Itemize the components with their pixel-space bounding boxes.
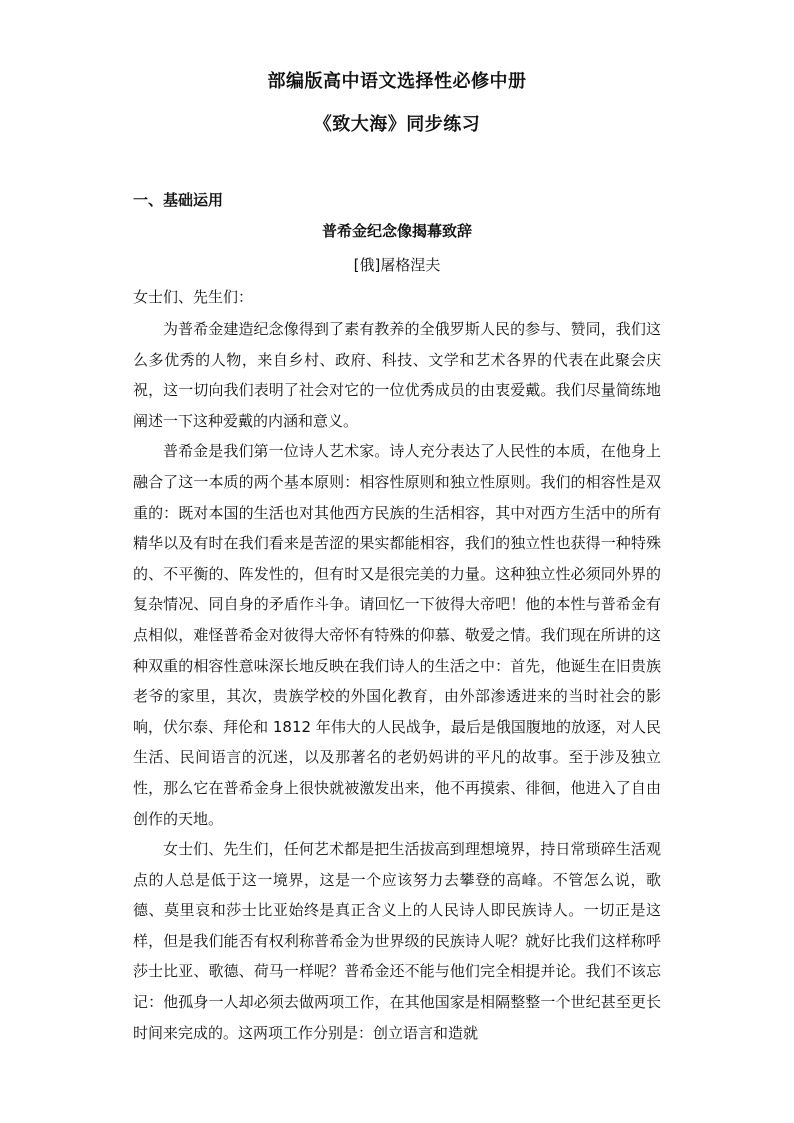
- article-title: 普希金纪念像揭幕致辞: [321, 222, 472, 240]
- paragraph-2: 普希金是我们第一位诗人艺术家。诗人充分表达了人民性的本质，在他身上融合了这一本质的两个基本原则：相容性原则和独立性原则。我们的相容性是双重的：既对本国的生活也对其他西方民族的生活相容，其中对西方生活中的所有精华以及有时在我们看来是苦涩的果实都能相容，我们的独立性也获得一种特殊的、不平衡的、阵发性的，但有时又是很完美的力量。这种独立性必须同外界的复杂情况、同自身的矛盾作斗争。请回忆一下彼得大帝吧！他的本性与普希金有点相似，难怪普希金对彼得大帝怀有特殊的仰慕、敬爱之情。我们现在所讲的这种双重的相容性意味深长地反映在我们诗人的生活之中：首先，他诞生在旧贵族老爷的家里，其次，贵族学校的外国化教育，由外部渗透进来的当时社会的影响，伏尔泰、拜伦和 1812 年伟大的人民战争，最后是俄国腹地的放逐，对人民生活、民间语言的沉迷，以及那著名的老奶妈讲的平凡的故事。至于涉及独立性，那么它在普希金身上很快就被激发出来，他不再摸索、徘徊，他进入了自由创作的天地。: [133, 442, 661, 828]
- paragraph-3: 女士们、先生们，任何艺术都是把生活拔高到理想境界，持日常琐碎生活观点的人总是低于这一境界，这是一个应该努力去攀登的高峰。不管怎么说，歌德、莫里哀和莎士比亚始终是真正含义上的人民诗人即民族诗人。一切正是这样，但是我们能否有权利称普希金为世界级的民族诗人呢？就好比我们这样称呼莎士比亚、歌德、荷马一样呢？普希金还不能与他们完全相提并论。我们不该忘记：他孤身一人却必须去做两项工作，在其他国家是相隔整整一个世纪甚至更长时间来完成的。这两项工作分别是：创立语言和造就: [133, 840, 661, 1042]
- article-body: [133, 314, 661, 1048]
- article-salutation: 女士们、先生们：: [133, 288, 254, 306]
- document-subtitle: 《致大海》同步练习: [313, 114, 481, 135]
- article-author: [俄]屠格涅夫: [353, 256, 441, 274]
- document-title: 部编版高中语文选择性必修中册: [267, 71, 527, 92]
- paragraph-1: 为普希金建造纪念像得到了素有教养的全俄罗斯人民的参与、赞同，我们这么多优秀的人物，来自乡村、政府、科技、文学和艺术各界的代表在此聚会庆祝，这一切向我们表明了社会对它的一位优秀成员的由衷爱戴。我们尽量简练地阐述一下这种爱戴的内涵和意义。: [133, 320, 661, 430]
- section-heading: 一、基础运用: [133, 191, 224, 209]
